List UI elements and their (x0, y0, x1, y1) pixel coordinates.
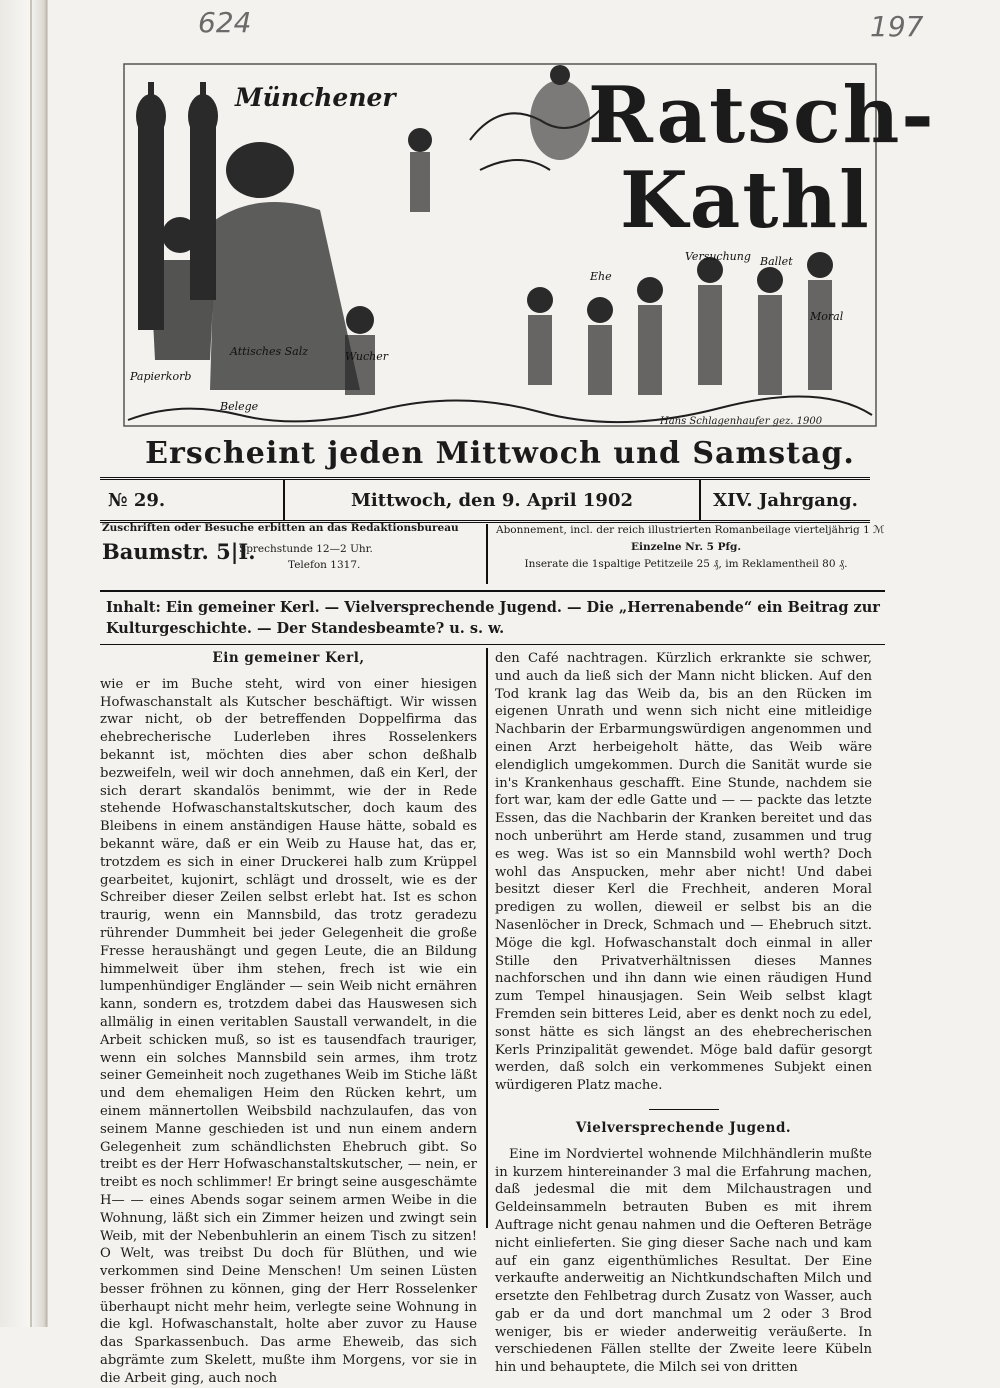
label-versuchung: Versuchung (685, 250, 751, 263)
column-left (100, 650, 477, 1388)
label-papierkorb: Papierkorb (130, 370, 192, 383)
pencil-mark-left: 624 (198, 6, 252, 39)
info-divider (486, 524, 488, 584)
label-attisches-salz: Attisches Salz (230, 345, 309, 358)
masthead (120, 60, 936, 430)
publication-schedule: Erscheint jeden Mittwoch und Samstag. (145, 436, 855, 471)
editorial-hours: Sprechstunde 12—2 Uhr. (239, 543, 373, 555)
label-ballet: Ballet (760, 255, 793, 268)
article-body: Eine im Nordviertel wohnende Milchhändlerin mußte in kurzem hintereinander 3 mal die Erfahrung machen, daß jedesmal die mit dem Milchaustragen und Geldeinsammeln betrauten Buben es mit ihrem Auftrage nicht genau nahmen und die Oefteren Beträge nicht einlieferten. Sie ging dieser Sache nach und kam auf ein ganz eigenthümliches Resultat. Der Eine verkaufte anderweitig an Nichtkundschaften Milch und ersetzte den Fehlbetrag durch Zusatz von Wasser, auch gab er da und dort manchmal um 2 oder 3 Brod weniger, bis er wieder anderweitig veräußerte. In verschiedenen Fällen stellte der Zweite leere Kübeln hin und behauptete, die Milch sei von dritten (495, 1146, 872, 1376)
editorial-address: Baumstr. 5|I. (102, 539, 256, 564)
editorial-info (102, 522, 482, 588)
column-right (495, 650, 872, 1377)
masthead-title-small: Münchener (235, 83, 396, 112)
editorial-line: Zuschriften oder Besuche erbitten an das Redaktionsbureau (102, 522, 459, 534)
label-belege: Belege (220, 400, 259, 413)
article-continuation: den Café nachtragen. Kürzlich erkrankte sie schwer, und auch da ließ sich der Mann nicht blicken. Auf den Tod krank lag das Weib da, bis an den Rücken im eigenen Unrath und wenn sich nicht eine mitleidige Nachbarin der Erbarmungswürdigen angenommen und einen Arzt herbeigeholt hätte, das Weib wäre elendiglich umgekommen. Durch die Sanität wurde sie in's Krankenhaus geschafft. Eine Stunde, nachdem sie fort war, kam der edle Gatte und — — packte das letzte Essen, das die Nachbarin der Kranken bereitet und das noch unberührt am Herde stand, zusammen und trug es weg. Was ist so ein Mannsbild wohl werth? Doch wohl das Anspucken, mehr aber nicht! Und dabei besitzt dieser Kerl die Frechheit, anderen Moral predigen zu wollen, dieweil er selbst bis an die Nasenlöcher in Dreck, Schmach und — Ehebruch sitzt. Möge die kgl. Hofwaschanstalt doch einmal in aller Stille den Privatverhältnissen dieses Mannes nachforschen und ihn dann wie einen räudigen Hund zum Tempel hinausjagen. Sein Weib selbst klagt Fremden sein bitteres Leid, aber es denkt noch zu edel, sonst hätte es sich längst an des ehebrecherischen Kerls Prinzipalität gewendet. Möge bald dafür gesorgt werden, daß solch ein verkommenes Subjekt einen würdigeren Platz mache. (495, 651, 872, 1094)
editorial-phone: Telefon 1317. (288, 559, 361, 571)
article-body: wie er im Buche steht, wird von einer hiesigen Hofwaschanstalt als Kutscher beschäftigt. Wir wissen zwar nicht, ob der betreffenden Doppelfirma das ehebrecherische Luderleben ihres Rosselenkers bekannt ist, möchten dies aber schon deßhalb bezweifeln, weil wir doch annehmen, daß ein Kerl, der sich derart skandalös benimmt, wie der in Rede stehende Hofwaschanstaltskutscher, doch kaum des Bleibens in einem anständigen Hause hätte, sobald es bekannt wäre, daß er ein Weib zu Hause hat, das er, trotzdem es sich in einer Druckerei halb zum Krüppel gearbeitet, kujonirt, schlägt und drosselt, wie es der Schreiber dieser Zeilen selbst erlebt hat. Ist es schon traurig, wenn ein Mannsbild, das trotz geradezu rührender Dummheit bei jeder Gelegenheit die große Fresse heraushängt und gegen Leute, die an Bildung himmelweit über ihm stehen, frech ist wie ein lumpenhündiger Engländer — sein Weib nicht ernähren kann, sondern es, trotzdem dabei das Hauswesen sich allmälig in einen veritablen Saustall verwandelt, in die Arbeit schicken muß, so ist es tausendfach trauriger, wenn ein solches Mannsbild sein armes, ihm trotz seiner Gemeinheit noch zugethanes Weib im Stiche läßt und dem ehemaligen Heim den Rücken kehrt, um einem männertollen Weibsbild nachzulaufen, das von seinem Manne geschieden ist und nun einem andern Gelegenheit zum schändlichsten Ehebruch gibt. So treibt es der Herr Hofwaschanstaltskutscher, — nein, er treibt es noch schlimmer! Er bringt seine ausgeschämte H— — eines Abends sogar seinem armen Weibe in die Wohnung, läßt sich ein Zimmer heizen und zwingt sein Weib, mit der Nebenbuhlerin an einem Tisch zu sitzen! O Welt, was treibst Du doch für Blüthen, und wie verkommen sind Deine Menschen! Um seinen Lüsten besser fröhnen zu können, ging der Herr Rosselenker überhaupt nicht mehr heim, verlegte seine Wohnung in die kgl. Hofwaschanstalt, holte aber zuvor zu Hause das Sparkassenbuch. Das arme Eheweib, das sich abgrämte zum Skelett, mußte ihm Morgens, vor sie in die Arbeit ging, auch noch (100, 676, 477, 1386)
single-issue-price: Einzelne Nr. 5 Pfg. (630, 541, 742, 553)
issue-bar (100, 477, 870, 523)
issue-volume: XIV. Jahrgang. (713, 489, 858, 511)
article-title: Vielversprechende Jugend. (575, 1119, 792, 1136)
section-divider (649, 1109, 719, 1110)
masthead-title-line1: Ratsch- (588, 70, 936, 161)
label-moral: Moral (810, 310, 844, 323)
table-of-contents: Inhalt: Ein gemeiner Kerl. — Vielversprechende Jugend. — Die „Herrenabende“ ein Beitrag zur Kulturgeschichte. — Der Standesbeamte? u. s. w. (100, 590, 885, 645)
article-title: Ein gemeiner Kerl, (212, 650, 365, 666)
issue-date: Mittwoch, den 9. April 1902 (351, 489, 633, 511)
label-wucher: Wucher (345, 350, 388, 363)
binding-line (30, 0, 32, 1327)
subscription-info (496, 522, 885, 588)
subscription-price: Abonnement, incl. der reich illustrierten Romanbeilage vierteljährig 1 ℳ (496, 524, 885, 536)
issue-number: № 29. (108, 489, 166, 511)
column-rule (486, 648, 488, 1228)
advert-rates: Inserate die 1spaltige Petitzeile 25 ₰, im Reklamentheil 80 ₰. (524, 558, 848, 570)
masthead-title-line2: Kathl (620, 155, 871, 246)
artist-signature: Hans Schlagenhaufer gez. 1900 (660, 416, 823, 427)
page-binding (0, 0, 48, 1327)
label-ehe: Ehe (590, 270, 612, 283)
pencil-mark-right: 197 (870, 10, 924, 43)
